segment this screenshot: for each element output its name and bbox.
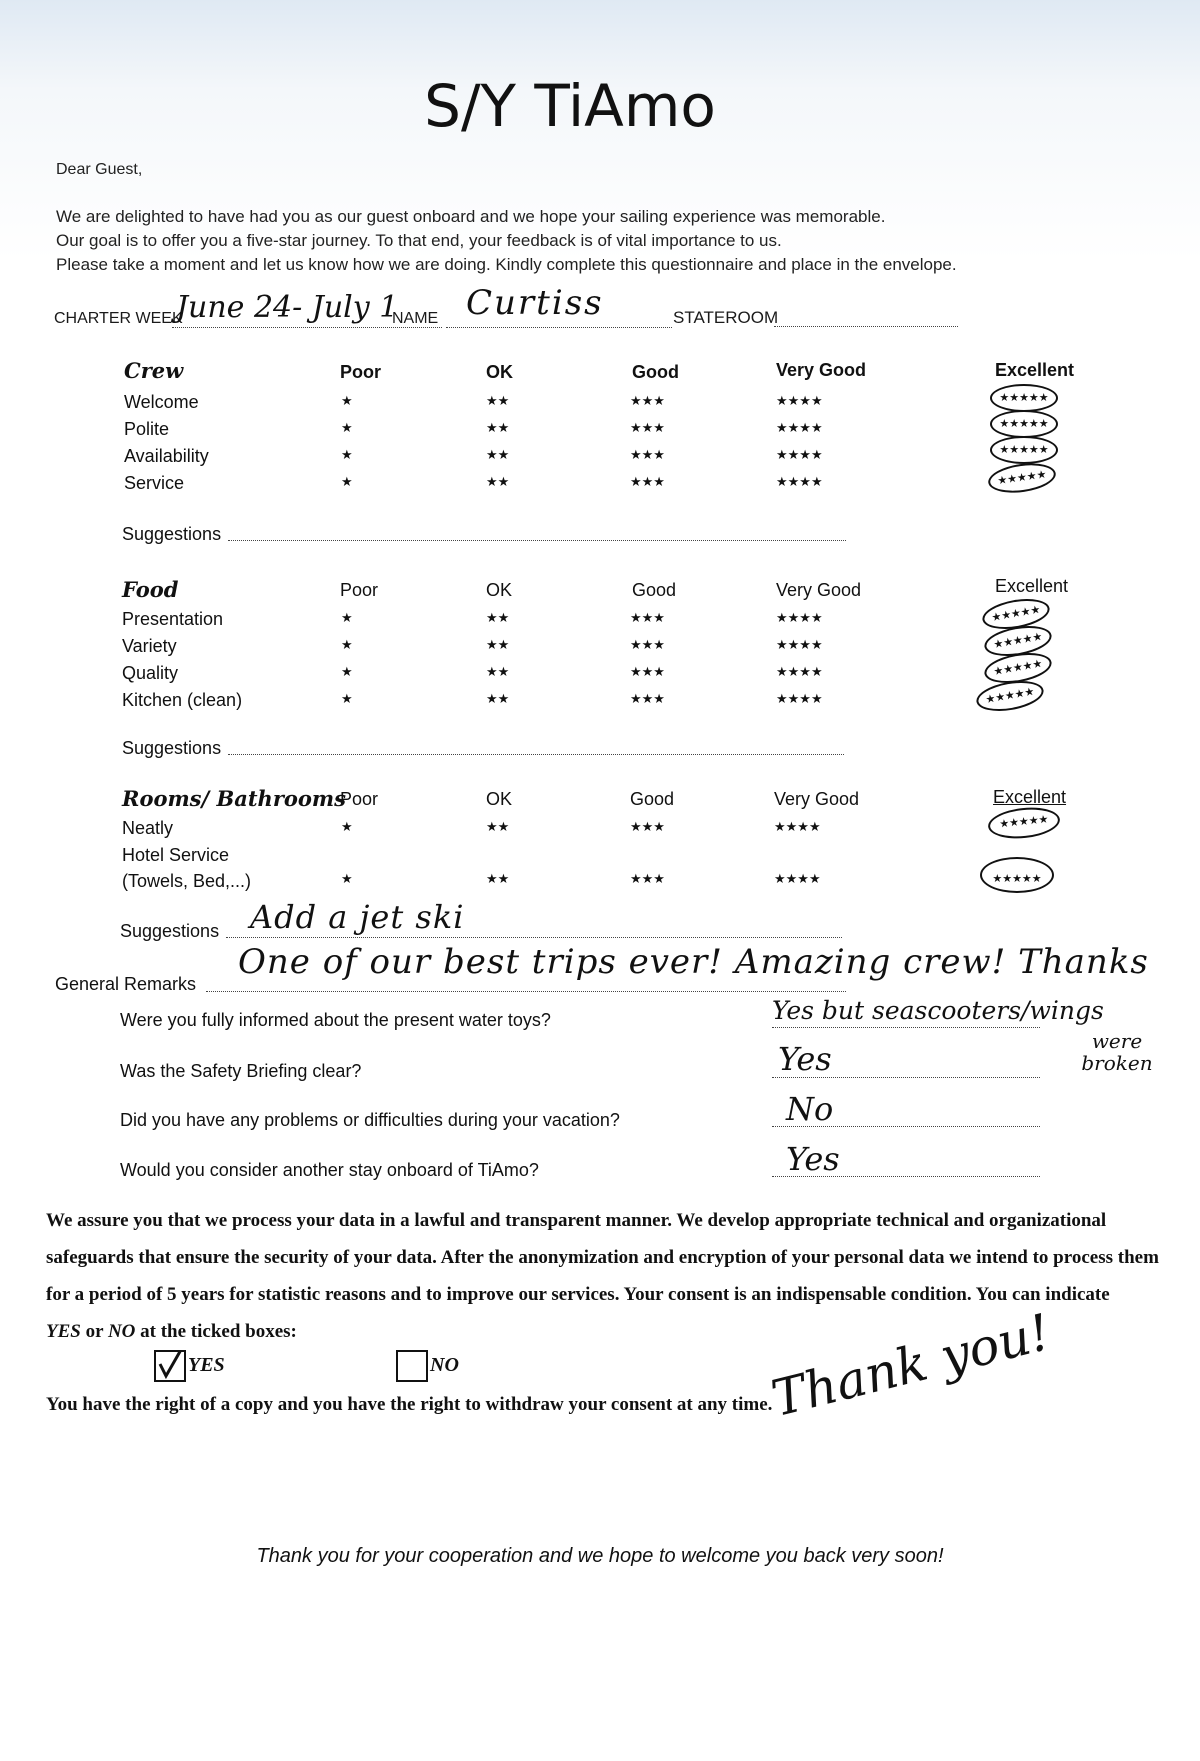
- name-label: NAME: [392, 310, 439, 327]
- rating-excellent-circled[interactable]: ★★★★★: [980, 857, 1054, 893]
- rating-option-ok[interactable]: ★★: [486, 421, 510, 436]
- privacy-no-word: NO: [107, 1321, 136, 1342]
- rating-option-poor[interactable]: ★: [341, 448, 353, 463]
- rating-option-poor[interactable]: ★: [341, 692, 353, 707]
- row-label: Variety: [122, 636, 177, 656]
- rating-option-good[interactable]: ★★★: [630, 394, 665, 409]
- rating-option-ok[interactable]: ★★: [486, 665, 510, 680]
- rating-excellent-circled[interactable]: ★★★★★: [982, 621, 1054, 660]
- rating-excellent-circled[interactable]: ★★★★★: [986, 459, 1057, 496]
- answer-value[interactable]: Yes: [786, 1140, 840, 1178]
- consent-no-label: NO: [430, 1354, 459, 1376]
- row-label: Kitchen (clean): [122, 690, 243, 710]
- rating-option-poor[interactable]: ★: [341, 665, 353, 680]
- rating-excellent-circled[interactable]: ★★★★★: [987, 804, 1062, 841]
- rating-option-very-good[interactable]: ★★★★: [776, 665, 823, 680]
- consent-no-checkbox[interactable]: [396, 1350, 428, 1382]
- section-title-food: Food: [122, 577, 179, 602]
- rating-option-good[interactable]: ★★★: [630, 665, 665, 680]
- intro-line-3: Please take a moment and let us know how we are doing. Kindly complete this questionnaire and place in the envelope.: [56, 255, 957, 274]
- rating-option-poor[interactable]: ★: [341, 421, 353, 436]
- answer-line: [772, 1027, 1040, 1028]
- rating-excellent-circled[interactable]: ★★★★★: [982, 648, 1054, 687]
- rating-option-poor[interactable]: ★: [341, 638, 353, 653]
- question-text: Were you fully informed about the present water toys?: [120, 1010, 551, 1030]
- row-label: Hotel Service: [122, 845, 230, 865]
- handwritten-thanks: Thank you!: [765, 1302, 1056, 1428]
- answer-value[interactable]: No: [786, 1090, 834, 1128]
- suggestions-label: Suggestions: [122, 524, 222, 544]
- section-title-rooms: Rooms/ Bathrooms: [122, 786, 346, 811]
- name-line: [446, 327, 672, 328]
- row-label: Service: [124, 473, 185, 493]
- suggestions-value[interactable]: Add a jet ski: [250, 898, 465, 936]
- general-remarks-value[interactable]: One of our best trips ever! Amazing crew! Thanks: [238, 942, 1149, 982]
- suggestions-label: Suggestions: [120, 921, 220, 941]
- col-excellent: Excellent: [995, 576, 1069, 596]
- rating-option-good[interactable]: ★★★: [630, 872, 665, 887]
- row-label: Availability: [124, 446, 209, 466]
- suggestions-line: [226, 937, 842, 938]
- rating-option-ok[interactable]: ★★: [486, 692, 510, 707]
- intro-line-1: We are delighted to have had you as our guest onboard and we hope your sailing experience was memorable.: [56, 207, 886, 226]
- charter-week-label: CHARTER WEEK: [54, 310, 183, 327]
- answer-note: were broken: [1081, 1029, 1153, 1075]
- rating-option-ok[interactable]: ★★: [486, 611, 510, 626]
- rating-option-very-good[interactable]: ★★★★: [776, 448, 823, 463]
- row-label: Neatly: [122, 818, 174, 838]
- rating-option-very-good[interactable]: ★★★★: [776, 421, 823, 436]
- rating-option-good[interactable]: ★★★: [630, 475, 665, 490]
- section-title-crew: Crew: [124, 358, 184, 383]
- answer-value[interactable]: Yes: [778, 1040, 832, 1078]
- col-good: Good: [632, 362, 679, 382]
- col-good: Good: [630, 789, 675, 809]
- col-very-good: Very Good: [776, 360, 867, 380]
- consent-yes-label: YES: [188, 1354, 225, 1376]
- rating-option-good[interactable]: ★★★: [630, 611, 665, 626]
- rating-excellent-circled[interactable]: ★★★★★: [990, 436, 1058, 464]
- rating-option-very-good[interactable]: ★★★★: [776, 394, 823, 409]
- privacy-line-2: safeguards that ensure the security of your data. After the anonymization and encryption of your personal data we intend to process them: [46, 1247, 1159, 1268]
- row-label: (Towels, Bed,...): [122, 871, 252, 891]
- consent-yes-checkbox[interactable]: [154, 1350, 186, 1382]
- rating-option-ok[interactable]: ★★: [486, 872, 510, 887]
- col-excellent: Excellent: [995, 360, 1075, 380]
- greeting: Dear Guest,: [56, 161, 143, 178]
- privacy-or-word: or: [85, 1321, 104, 1342]
- row-label: Presentation: [122, 609, 224, 629]
- rating-excellent-circled[interactable]: ★★★★★: [974, 676, 1046, 715]
- rating-option-good[interactable]: ★★★: [630, 638, 665, 653]
- rating-option-ok[interactable]: ★★: [486, 475, 510, 490]
- form-title: S/Y TiAmo: [424, 72, 716, 140]
- row-label: Welcome: [124, 392, 199, 412]
- privacy-line-4-rest: at the ticked boxes:: [140, 1321, 297, 1342]
- name-value[interactable]: Curtiss: [466, 283, 604, 323]
- rating-option-poor[interactable]: ★: [341, 820, 353, 835]
- rating-option-ok[interactable]: ★★: [486, 448, 510, 463]
- question-text: Did you have any problems or difficulties during your vacation?: [120, 1110, 620, 1130]
- rating-option-good[interactable]: ★★★: [630, 448, 665, 463]
- withdraw-text: You have the right of a copy and you have the right to withdraw your consent at any time.: [46, 1394, 773, 1415]
- rating-option-good[interactable]: ★★★: [630, 692, 665, 707]
- col-very-good: Very Good: [774, 789, 860, 809]
- col-ok: OK: [486, 580, 513, 600]
- rating-option-very-good[interactable]: ★★★★: [774, 820, 821, 835]
- privacy-line-4: [46, 1321, 297, 1343]
- stateroom-label: STATEROOM: [673, 308, 779, 327]
- stateroom-line: [774, 326, 958, 327]
- rating-option-very-good[interactable]: ★★★★: [774, 872, 821, 887]
- rating-option-ok[interactable]: ★★: [486, 638, 510, 653]
- rating-option-poor[interactable]: ★: [341, 475, 353, 490]
- col-poor: Poor: [340, 362, 382, 382]
- rating-excellent-circled[interactable]: ★★★★★: [980, 594, 1052, 633]
- intro-line-2: Our goal is to offer you a five-star journey. To that end, your feedback is of vital importance to us.: [56, 231, 782, 250]
- rating-option-poor[interactable]: ★: [341, 394, 353, 409]
- rating-excellent-circled[interactable]: ★★★★★: [990, 384, 1058, 412]
- footer-text: Thank you for your cooperation and we hope to welcome you back very soon!: [256, 1545, 944, 1567]
- rating-option-good[interactable]: ★★★: [630, 421, 665, 436]
- suggestions-line: [228, 540, 846, 541]
- suggestions-line: [228, 754, 844, 755]
- rating-option-poor[interactable]: ★: [341, 611, 353, 626]
- privacy-line-3: for a period of 5 years for statistic reasons and to improve our services. Your consent is an indispensable condition. You can indicate: [46, 1284, 1110, 1305]
- general-remarks-line: [206, 991, 846, 992]
- privacy-yes-word: YES: [46, 1321, 81, 1342]
- row-label: Polite: [124, 419, 170, 439]
- rating-option-ok[interactable]: ★★: [486, 820, 510, 835]
- col-very-good: Very Good: [776, 580, 862, 600]
- rating-option-good[interactable]: ★★★: [630, 820, 665, 835]
- rating-option-very-good[interactable]: ★★★★: [776, 475, 823, 490]
- charter-week-value[interactable]: June 24- July 1: [176, 290, 399, 325]
- rating-option-very-good[interactable]: ★★★★: [776, 692, 823, 707]
- rating-option-very-good[interactable]: ★★★★: [776, 638, 823, 653]
- col-excellent: Excellent: [993, 787, 1067, 807]
- general-remarks-label: General Remarks: [55, 974, 197, 994]
- rating-excellent-circled[interactable]: ★★★★★: [990, 410, 1058, 438]
- rating-option-poor[interactable]: ★: [341, 872, 353, 887]
- col-poor: Poor: [340, 789, 379, 809]
- row-label: Quality: [122, 663, 179, 683]
- privacy-line-1: We assure you that we process your data in a lawful and transparent manner. We develop appropriate technical and organizational: [46, 1210, 1107, 1231]
- question-text: Would you consider another stay onboard of TiAmo?: [120, 1160, 539, 1180]
- answer-value[interactable]: Yes but seascooters/wings: [772, 996, 1104, 1025]
- col-good: Good: [632, 580, 677, 600]
- suggestions-label: Suggestions: [122, 738, 222, 758]
- col-ok: OK: [486, 789, 513, 809]
- col-poor: Poor: [340, 580, 379, 600]
- col-ok: OK: [486, 362, 513, 382]
- rating-option-very-good[interactable]: ★★★★: [776, 611, 823, 626]
- question-text: Was the Safety Briefing clear?: [120, 1061, 362, 1081]
- checkmark-icon: [156, 1352, 184, 1380]
- rating-option-ok[interactable]: ★★: [486, 394, 510, 409]
